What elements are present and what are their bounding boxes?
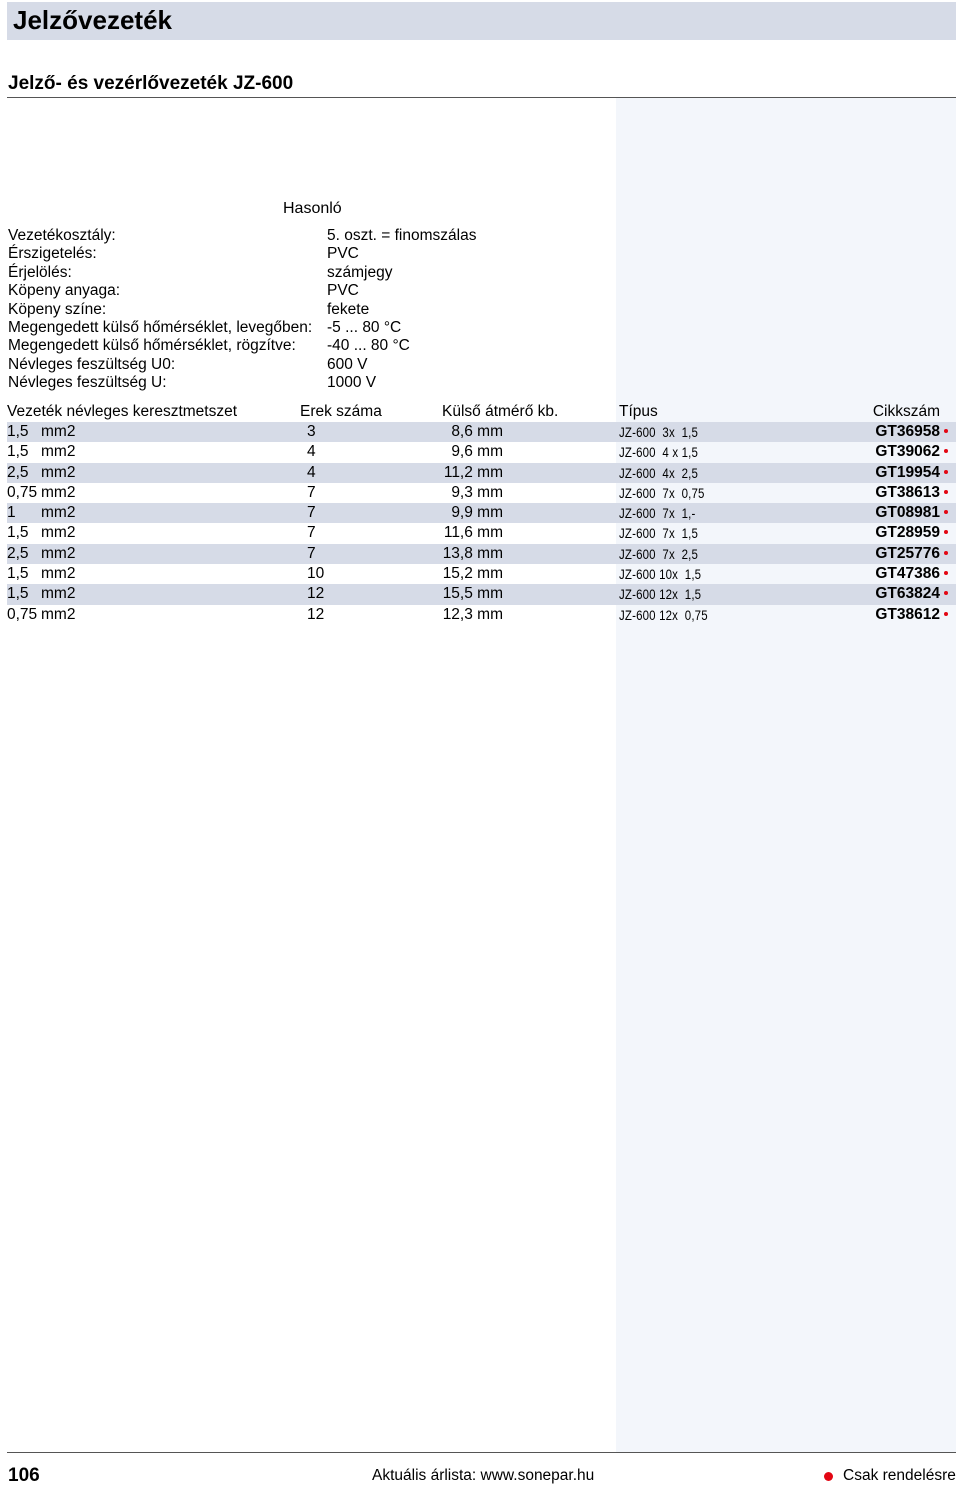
page-number: 106 [8, 1465, 40, 1486]
section-title: Jelző- és vezérlővezeték JZ-600 [8, 73, 294, 94]
cell-cross-section [7, 544, 76, 564]
table-header [7, 402, 956, 422]
page-title: Jelzővezeték [13, 5, 172, 35]
spec-row [8, 264, 608, 282]
cell-cross-section [7, 483, 76, 503]
order-only-dot-icon [944, 470, 948, 474]
header-outer-diameter: Külső átmérő kb. [442, 403, 559, 420]
cell-type: JZ-600 12x 0,75 [619, 606, 708, 623]
cell-cores: 10 [307, 565, 325, 583]
spec-value: -5 ... 80 °C [327, 318, 402, 336]
cell-cross-section [7, 564, 76, 584]
order-only-dot-icon [944, 551, 948, 555]
order-only-dot-icon [944, 449, 948, 453]
cell-code: GT38613 [875, 483, 940, 501]
cell-diameter: 13,8 mm [442, 544, 503, 562]
cell-type: JZ-600 7x 2,5 [619, 545, 699, 562]
order-only-dot-icon [944, 591, 948, 595]
order-only-legend-dot-icon [824, 1472, 833, 1481]
cell-code: GT19954 [875, 463, 940, 481]
table-row [7, 564, 956, 584]
spec-row [8, 337, 608, 355]
cell-diameter: 9,9 mm [451, 504, 503, 522]
cross-value: 0,75 [7, 605, 38, 623]
order-only-legend: Csak rendelésre [843, 1467, 956, 1484]
spec-value: 600 V [327, 355, 368, 373]
cell-diameter: 9,3 mm [451, 483, 503, 501]
cell-cross-section [7, 503, 76, 523]
spec-row [8, 374, 608, 392]
cross-unit: mm2 [41, 463, 76, 481]
cell-diameter: 15,2 mm [442, 565, 503, 583]
cross-unit: mm2 [41, 504, 76, 522]
table-row [7, 605, 956, 625]
table-row [7, 503, 956, 523]
cross-value: 1,5 [7, 524, 29, 542]
cross-unit: mm2 [41, 544, 76, 562]
spec-row [8, 227, 608, 245]
order-only-dot-icon [944, 612, 948, 616]
cell-cores: 12 [307, 605, 325, 623]
cross-unit: mm2 [41, 524, 76, 542]
cross-value: 2,5 [7, 463, 29, 481]
cell-code: GT36958 [875, 423, 940, 440]
spec-label: Megengedett külső hőmérséklet, levegőben: [8, 318, 313, 336]
cell-cores: 3 [307, 423, 316, 440]
cross-value: 2,5 [7, 544, 29, 562]
header-band [7, 2, 956, 40]
spec-list [8, 227, 608, 393]
cross-value: 0,75 [7, 483, 38, 501]
spec-value: PVC [327, 282, 359, 300]
spec-row [8, 282, 608, 300]
cell-diameter: 15,5 mm [442, 585, 503, 603]
spec-label: Érjelölés: [8, 263, 72, 281]
spec-value: 1000 V [327, 374, 377, 392]
cell-cores: 7 [307, 524, 316, 542]
cross-value: 1,5 [7, 585, 29, 603]
spec-label: Megengedett külső hőmérséklet, rögzítve: [8, 337, 296, 355]
cross-value: 1,5 [7, 423, 29, 440]
spec-label: Névleges feszültség U: [8, 374, 167, 392]
cell-cross-section [7, 584, 76, 604]
cell-cores: 7 [307, 504, 316, 522]
cross-unit: mm2 [41, 605, 76, 623]
cross-unit: mm2 [41, 443, 76, 461]
cell-cross-section [7, 463, 76, 483]
cell-cross-section [7, 422, 76, 442]
table-row [7, 442, 956, 462]
cross-unit: mm2 [41, 585, 76, 603]
spec-label: Köpeny anyaga: [8, 282, 121, 300]
table-row [7, 483, 956, 503]
cell-code: GT38612 [875, 605, 940, 623]
header-code: Cikkszám [872, 403, 940, 420]
cell-type: JZ-600 7x 1,5 [619, 525, 699, 542]
spec-value: PVC [327, 245, 359, 263]
similar-label: Hasonló [283, 200, 342, 217]
cross-unit: mm2 [41, 565, 76, 583]
cell-diameter: 8,6 mm [451, 423, 503, 440]
cell-diameter: 11,2 mm [443, 463, 503, 481]
order-only-dot-icon [944, 530, 948, 534]
section-divider [7, 97, 956, 98]
cell-cores: 12 [307, 585, 325, 603]
cell-code: GT63824 [875, 585, 940, 603]
cell-cores: 7 [307, 544, 316, 562]
cell-diameter: 12,3 mm [442, 605, 503, 623]
cell-diameter: 11,6 mm [443, 524, 503, 542]
cell-type: JZ-600 4x 2,5 [619, 464, 699, 481]
side-panel [616, 97, 956, 1452]
spec-label: Névleges feszültség U0: [8, 355, 176, 373]
cell-code: GT39062 [875, 443, 940, 461]
cell-code: GT25776 [875, 544, 940, 562]
cell-cores: 4 [307, 463, 316, 481]
cell-cross-section [7, 442, 76, 462]
spec-value: -40 ... 80 °C [327, 337, 410, 355]
cell-type: JZ-600 4 x 1,5 [619, 444, 699, 461]
spec-label: Érszigetelés: [8, 245, 97, 263]
cell-diameter: 9,6 mm [451, 443, 503, 461]
product-table [7, 402, 956, 625]
spec-value: fekete [327, 300, 370, 318]
price-list-link[interactable]: Aktuális árlista: www.sonepar.hu [372, 1467, 595, 1484]
table-row [7, 422, 956, 442]
footer-divider [7, 1452, 956, 1453]
spec-row [8, 356, 608, 374]
cell-code: GT08981 [875, 504, 940, 522]
cell-code: GT47386 [875, 565, 940, 583]
order-only-dot-icon [944, 510, 948, 514]
spec-value: 5. oszt. = finomszálas [327, 227, 477, 244]
cell-code: GT28959 [875, 524, 940, 542]
order-only-dot-icon [944, 429, 948, 433]
cell-type: JZ-600 3x 1,5 [619, 424, 699, 440]
header-type: Típus [619, 403, 658, 420]
order-only-dot-icon [944, 571, 948, 575]
cell-type: JZ-600 7x 1,- [619, 505, 696, 522]
table-row [7, 544, 956, 564]
cell-cores: 7 [307, 483, 316, 501]
spec-row [8, 319, 608, 337]
table-row [7, 463, 956, 483]
table-row [7, 523, 956, 543]
cell-cores: 4 [307, 443, 316, 461]
cross-value: 1,5 [7, 565, 29, 583]
spec-value: számjegy [327, 263, 393, 281]
order-only-dot-icon [944, 490, 948, 494]
cell-type: JZ-600 7x 0,75 [619, 484, 705, 501]
cross-value: 1 [7, 504, 16, 522]
cross-unit: mm2 [41, 423, 76, 440]
cross-value: 1,5 [7, 443, 29, 461]
header-cores: Erek száma [300, 403, 382, 420]
spec-label: Vezetékosztály: [8, 227, 116, 244]
spec-row [8, 301, 608, 319]
table-row [7, 584, 956, 604]
cross-unit: mm2 [41, 483, 76, 501]
cell-cross-section [7, 605, 76, 625]
spec-row [8, 245, 608, 263]
cell-type: JZ-600 12x 1,5 [619, 586, 702, 603]
spec-label: Köpeny színe: [8, 300, 107, 318]
cell-cross-section [7, 523, 76, 543]
header-cross-section: Vezeték névleges keresztmetszet [7, 403, 238, 420]
cell-type: JZ-600 10x 1,5 [619, 566, 702, 583]
